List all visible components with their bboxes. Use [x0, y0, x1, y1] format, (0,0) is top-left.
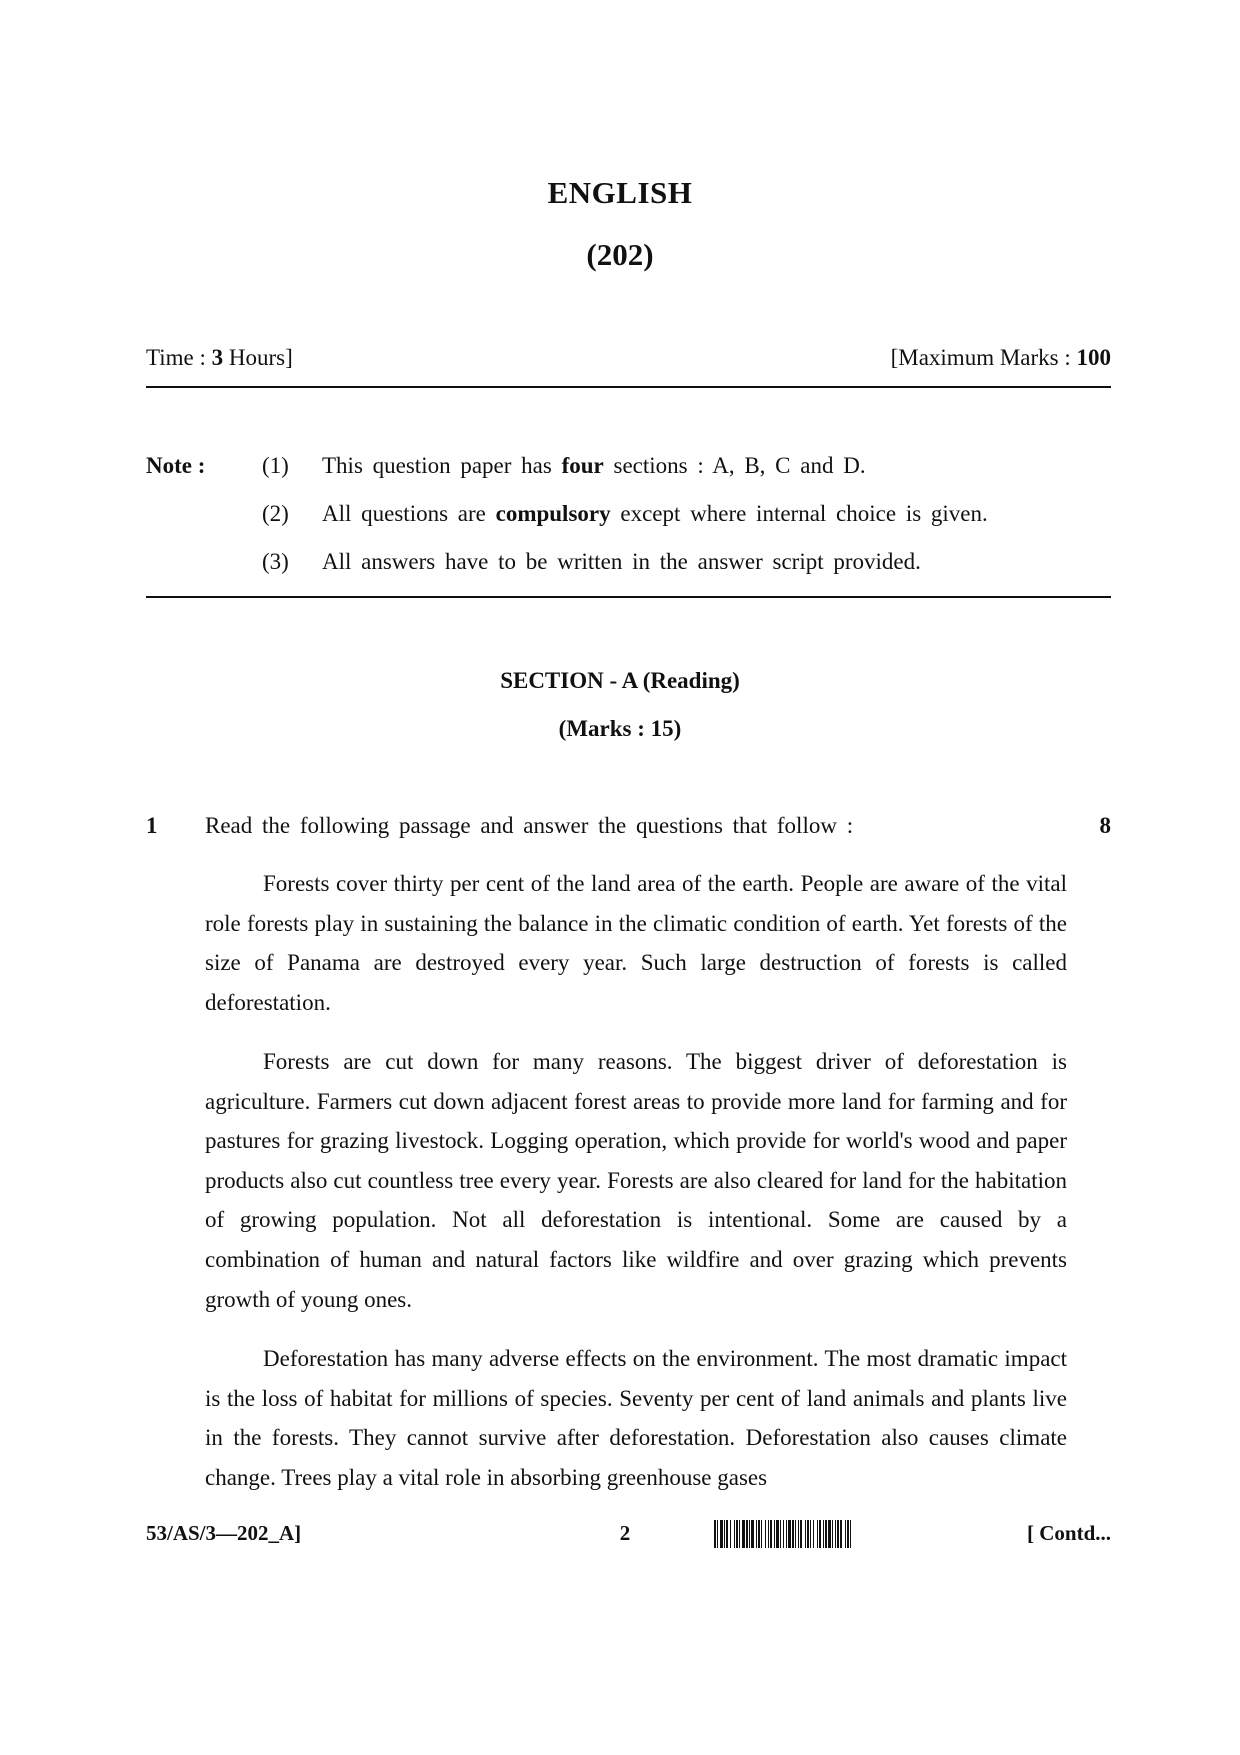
question-number: 1	[146, 813, 158, 838]
note-text-part: All answers have to be written in the answer script provided.	[322, 549, 921, 574]
note-label: Note :	[146, 453, 206, 478]
page-number: 2	[619, 1521, 631, 1545]
exam-info-row	[146, 343, 1111, 373]
note-divider	[146, 596, 1111, 598]
passage-paragraph-3: Deforestation has many adverse effects on the environment. The most dramatic impact is the loss of habitat for millions of species. Seventy per cent of land animals and plants live in the forests. They cannot survive after deforestation. Deforestation also causes climate change. Trees play a vital role in absorbing greenhouse gases	[205, 1346, 1067, 1490]
continued-label: [ Contd...	[1026, 1521, 1111, 1545]
max-marks-value: 100	[1076, 345, 1111, 370]
max-marks-info	[891, 343, 1111, 373]
note-item-number: (3)	[262, 549, 289, 574]
note-text-part: except where internal choice is given.	[610, 501, 988, 526]
note-item-number: (2)	[262, 501, 289, 526]
section-marks: (Marks : 15)	[558, 716, 682, 741]
note-text-part: All questions are	[322, 501, 496, 526]
max-marks-label: [Maximum Marks :	[890, 345, 1077, 370]
header-divider	[146, 386, 1111, 388]
question-prompt: Read the following passage and answer the questions that follow :	[205, 813, 854, 838]
paper-code: 53/AS/3—202_A]	[146, 1521, 302, 1545]
note-text-part: sections : A, B, C and D.	[603, 453, 866, 478]
subject-code: (202)	[586, 237, 654, 272]
time-label: Time :	[146, 345, 212, 370]
note-text-part: This question paper has	[322, 453, 562, 478]
time-info	[146, 343, 293, 373]
note-item-text	[322, 453, 866, 479]
subject-title: ENGLISH	[547, 175, 693, 210]
barcode-icon	[714, 1520, 996, 1548]
question-marks: 8	[1099, 813, 1111, 838]
note-item-text	[322, 501, 988, 527]
passage-paragraph-1: Forests cover thirty per cent of the land area of the earth. People are aware of the vital role forests play in sustaining the balance in the climatic condition of earth. Yet forests of the size of Panama are destroyed every year. Such large destruction of forests is called deforestation.	[205, 871, 1067, 1015]
note-item-text	[322, 549, 921, 575]
passage-paragraph-2: Forests are cut down for many reasons. The biggest driver of deforestation is agriculture. Farmers cut down adjacent forest areas to provide more land for farming and for pastures for grazing livestock. Logging operation, which provide for world's wood and paper products also cut countless tree every year. Forests are also cleared for land for the habitation of growing population. Not all deforestation is intentional. Some are caused by a combination of human and natural factors like wildfire and over grazing which prevents growth of young ones.	[205, 1049, 1067, 1312]
note-item-number: (1)	[262, 453, 289, 478]
note-emphasis: four	[561, 453, 604, 478]
note-emphasis: compulsory	[495, 501, 611, 526]
section-title: SECTION - A (Reading)	[500, 668, 740, 693]
time-value: 3	[211, 345, 224, 370]
time-unit: Hours]	[223, 345, 293, 370]
